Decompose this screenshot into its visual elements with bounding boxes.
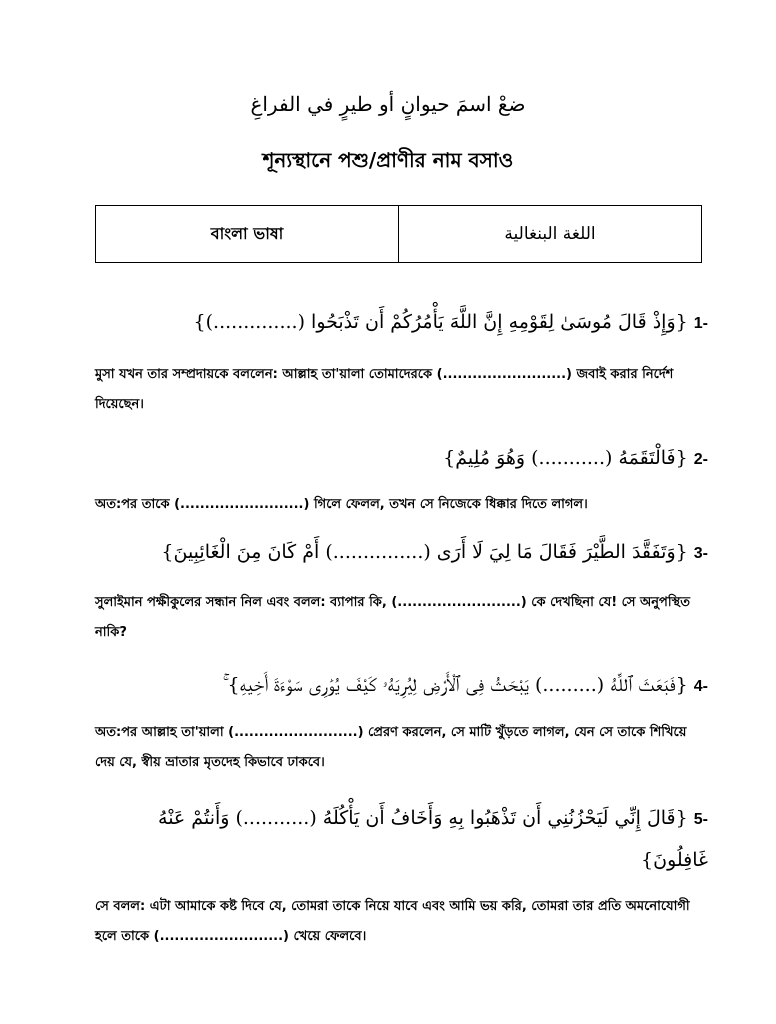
arabic-verse: {قَالَ إِنِّي لَيَحْزُنُنِي أَن تَذْهَبُوا بِهِ وَأَخَافُ أَن يَأْكُلَهُ (...........) وَأَنتُمْ عَنْهُ غَافِلُونَ} bbox=[158, 807, 708, 871]
question-5-bangla: সে বলল: এটা আমাকে কষ্ট দিবে যে, তোমরা তাকে নিয়ে যাবে এবং আমি ভয় করি, তোমরা তার প্রতি অমনোযোগী হলে তাকে (.........................) খেয়ে ফেলবে। bbox=[95, 899, 690, 944]
question-1-arabic bbox=[95, 302, 708, 344]
question-4-arabic bbox=[95, 665, 708, 707]
question-2-arabic bbox=[95, 438, 708, 480]
question-4-bangla: অত:পর আল্লাহ তা'য়ালা (.........................) প্রেরণ করলেন, সে মাটি খুঁড়তে লাগল, যেন সে তাকে শিখিয়ে দেয় যে, স্বীয় ভ্রাতার মৃতদেহ কিভাবে ঢাকবে। bbox=[95, 725, 687, 770]
question-2-bangla: অত:পর তাকে (.........................) গিলে ফেলল, তখন সে নিজেকে ধিক্কার দিতে লাগল। bbox=[95, 497, 588, 512]
bangla-language-cell: বাংলা ভাষা bbox=[96, 206, 399, 262]
arabic-verse: {وَإِذْ قَالَ مُوسَىٰ لِقَوْمِهِ إِنَّ اللَّهَ يَأْمُرُكُمْ أَن تَذْبَحُوا (..............)} bbox=[193, 311, 688, 333]
arabic-verse: {وَتَفَقَّدَ الطَّيْرَ فَقَالَ مَا لِيَ لَا أَرَى (...............) أَمْ كَانَ مِنَ الْغَائِبِينَ} bbox=[161, 541, 688, 563]
arabic-verse: {فَالْتَقَمَهُ (...........) وَهُوَ مُلِيمٌ} bbox=[443, 447, 688, 469]
question-1-bangla: মুসা যখন তার সম্প্রদায়কে বললেন: আল্লাহ তা'য়ালা তোমাদেরকে (.........................) জবাই করার নির্দেশ দিয়েছেন। bbox=[95, 367, 674, 412]
arabic-language-cell: اللغة البنغالية bbox=[504, 224, 596, 244]
question-3-arabic bbox=[95, 532, 708, 574]
question-number: -1 bbox=[693, 315, 708, 332]
arabic-verse: {فَبَعَثَ ٱللَّهُ (.........) يَبْحَثُ فِى ٱلْأَرْضِ لِيُرِيَهُۥ كَيْفَ يُوَٰرِى سَوْءَةَ أَخِيهِ} ۚ bbox=[222, 674, 688, 696]
language-table bbox=[95, 205, 702, 263]
question-3-bangla: সুলাইমান পক্ষীকুলের সন্ধান নিল এবং বলল: ব্যাপার কি, (.........................) কে দেখছিনা যে! সে অনুপস্থিত নাকি? bbox=[95, 595, 690, 640]
question-number: -4 bbox=[693, 678, 708, 695]
question-number: -5 bbox=[693, 811, 708, 828]
bangla-instruction: শূন্যস্থানে পশু/প্রাণীর নাম বসাও bbox=[262, 148, 514, 172]
question-number: -2 bbox=[693, 451, 708, 468]
question-number: -3 bbox=[693, 545, 708, 562]
arabic-instruction: ضعْ اسمَ حيوانٍ أو طيرٍ في الفراغِ bbox=[250, 92, 526, 116]
question-5-arabic bbox=[95, 798, 708, 880]
